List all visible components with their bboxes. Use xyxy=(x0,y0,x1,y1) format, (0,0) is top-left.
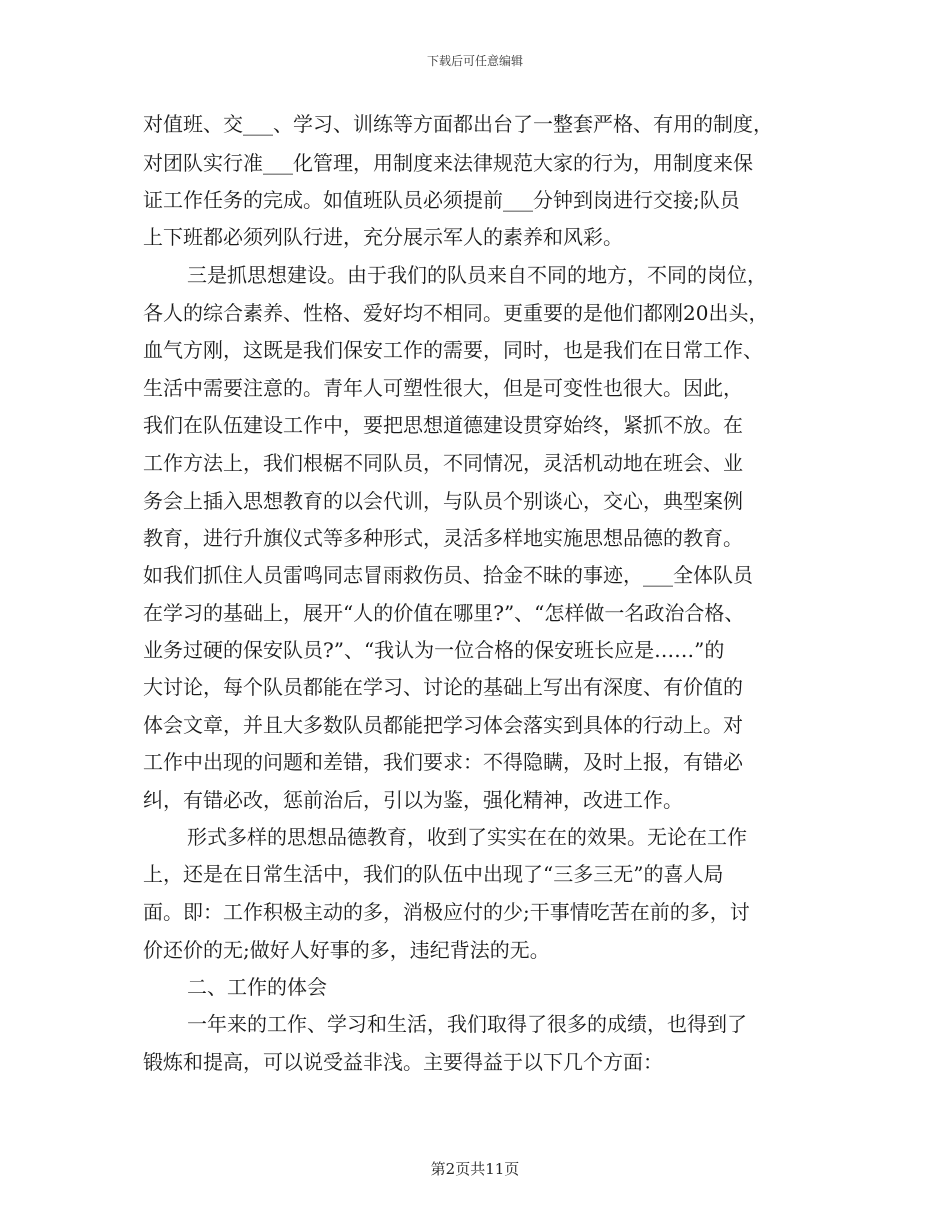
body-line: 上下班都必须列队行进，充分展示军人的素养和风彩。 xyxy=(143,225,623,249)
body-line: 工作中出现的问题和差错，我们要求：不得隐瞒，及时上报，有错必 xyxy=(143,750,743,774)
page-number: 第2页共11页 xyxy=(430,1160,520,1178)
body-line: 我们在队伍建设工作中，要把思想道德建设贯穿始终，紧抓不放。在 xyxy=(143,413,743,437)
body-line: 对值班、交___、学习、训练等方面都出台了一整套严格、有用的制度， xyxy=(143,112,773,136)
body-line: 对团队实行准___化管理，用制度来法律规范大家的行为，用制度来保 xyxy=(143,151,753,175)
body-line: 纠，有错必改，惩前治后，引以为鉴，强化精神，改进工作。 xyxy=(143,788,683,812)
body-line: 价还价的无;做好人好事的多，违纪背法的无。 xyxy=(143,938,550,962)
body-line: 各人的综合素养、性格、爱好均不相同。更重要的是他们都刚20出头， xyxy=(143,301,769,325)
body-line: 务会上插入思想教育的以会代训，与队员个别谈心，交心，典型案例 xyxy=(143,489,743,513)
body-line: 生活中需要注意的。青年人可塑性很大，但是可变性也很大。因此， xyxy=(143,376,743,400)
body-line: 证工作任务的完成。如值班队员必须提前___分钟到岗进行交接;队员 xyxy=(143,188,740,212)
body-line: 工作方法上，我们根椐不同队员，不同情况，灵活机动地在班会、业 xyxy=(143,451,743,475)
body-line: 业务过硬的保安队员?”、“我认为一位合格的保安班长应是……”的 xyxy=(143,638,725,662)
body-line: 血气方刚，这既是我们保安工作的需要，同时，也是我们在日常工作、 xyxy=(143,338,763,362)
body-line: 体会文章，并且大多数队员都能把学习体会落实到具体的行动上。对 xyxy=(143,713,743,737)
body-line: 在学习的基础上，展开“人的价值在哪里?”、“怎样做一名政治合格、 xyxy=(143,601,745,625)
section-heading: 二、工作的体会 xyxy=(187,975,327,999)
body-line: 锻炼和提高，可以说受益非浅。主要得益于以下几个方面： xyxy=(143,1050,663,1074)
body-line: 大讨论，每个队员都能在学习、讨论的基础上写出有深度、有价值的 xyxy=(143,675,743,699)
body-line: 如我们抓住人员雷鸣同志冒雨救伤员、拾金不昧的事迹，___全体队员 xyxy=(143,563,753,587)
body-line: 面。即：工作积极主动的多，消极应付的少;干事情吃苦在前的多，讨 xyxy=(143,900,750,924)
body-line: 上，还是在日常生活中，我们的队伍中出现了“三多三无”的喜人局 xyxy=(143,862,724,886)
paragraph-start: 三是抓思想建设。由于我们的队员来自不同的地方，不同的岗位， xyxy=(187,263,767,287)
body-line: 教育，进行升旗仪式等多种形式，灵活多样地实施思想品德的教育。 xyxy=(143,526,743,550)
paragraph-start: 形式多样的思想品德教育，收到了实实在在的效果。无论在工作 xyxy=(187,825,747,849)
paragraph-start: 一年来的工作、学习和生活，我们取得了很多的成绩，也得到了 xyxy=(187,1012,747,1036)
page-header: 下载后可任意编辑 xyxy=(426,54,523,68)
